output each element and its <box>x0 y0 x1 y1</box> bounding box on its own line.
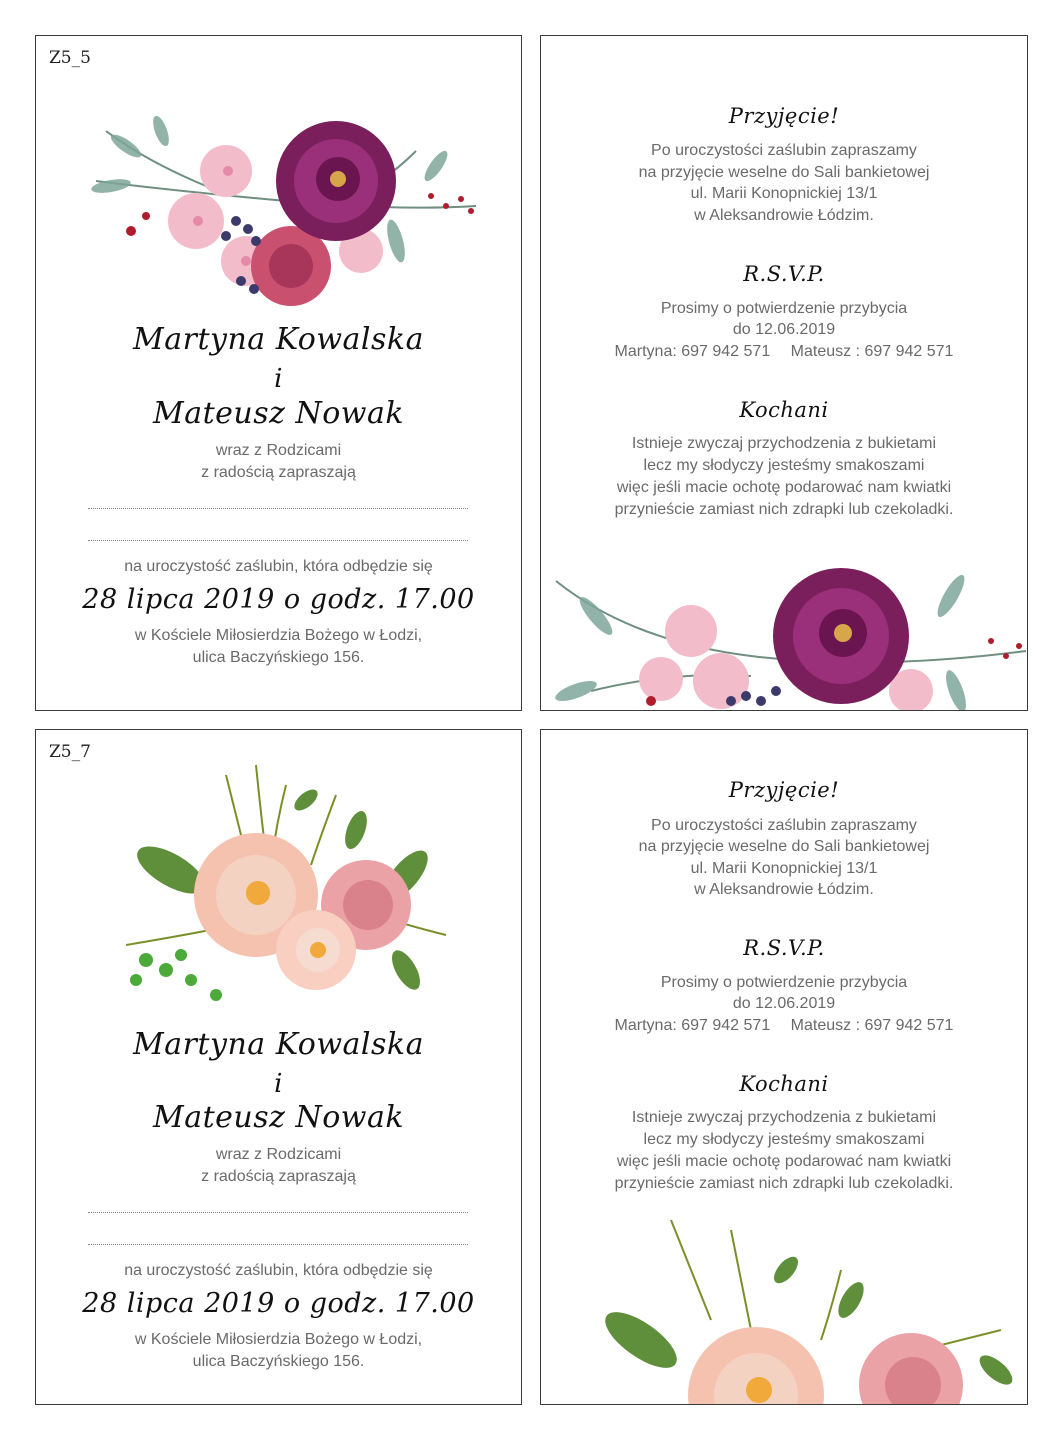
dear-line-1: Istnieje zwyczaj przychodzenia z bukietami <box>631 1109 937 1126</box>
with-parents-text: wraz z Rodzicami <box>215 442 342 459</box>
dear-line-4: przynieście zamiast nich zdrapki lub czekoladki. <box>614 501 954 518</box>
rsvp-line-2: do 12.06.2019 <box>732 321 836 338</box>
wedding-date: 28 lipca 2019 o godz. 17.00 <box>82 1288 475 1319</box>
reception-line-1: Po uroczystości zaślubin zapraszamy <box>651 142 917 159</box>
reception-line-3: ul. Marii Konopnickiej 13/1 <box>690 860 878 877</box>
bride-name: Martyna Kowalska <box>133 1027 424 1062</box>
dear-heading: Kochani <box>739 1072 829 1096</box>
groom-phone: Mateusz : 697 942 571 <box>790 343 954 360</box>
rsvp-line-2: do 12.06.2019 <box>732 995 836 1012</box>
rsvp-heading: R.S.V.P. <box>743 262 825 286</box>
rsvp-line-1: Prosimy o potwierdzenie przybycia <box>660 974 908 991</box>
rsvp-contacts <box>541 341 1027 363</box>
bride-phone: Martyna: 697 942 571 <box>614 343 771 360</box>
church-address-text: ulica Baczyńskiego 156. <box>192 1353 365 1370</box>
dear-line-4: przynieście zamiast nich zdrapki lub czekoladki. <box>614 1175 954 1192</box>
dear-line-3: więc jeśli macie ochotę podarować nam kwiatki <box>616 1153 952 1170</box>
reception-line-4: w Aleksandrowie Łódzim. <box>694 881 874 898</box>
invite-text: z radością zapraszają <box>201 464 356 481</box>
guest-name-line-1 <box>88 508 468 509</box>
peach-rose-border-illustration <box>601 1210 1021 1405</box>
dear-line-2: lecz my słodyczy jesteśmy smakoszami <box>643 457 925 474</box>
reception-line-4: w Aleksandrowie Łódzim. <box>694 207 874 224</box>
reception-line-2: na przyjęcie weselne do Sali bankietowej <box>638 164 930 181</box>
invitation-front-card-1 <box>35 35 522 711</box>
groom-phone: Mateusz : 697 942 571 <box>790 1017 954 1034</box>
guest-name-line-2 <box>88 540 468 541</box>
reception-line-3: ul. Marii Konopnickiej 13/1 <box>690 185 878 202</box>
peach-rose-bouquet-illustration <box>106 755 476 1005</box>
purple-peony-border-illustration <box>551 561 1028 711</box>
church-address-text: ulica Baczyńskiego 156. <box>192 649 365 666</box>
groom-name: Mateusz Nowak <box>152 1100 405 1135</box>
invitation-back-card-2 <box>540 729 1028 1405</box>
reception-heading: Przyjęcie! <box>728 778 840 802</box>
invitation-back-card-1 <box>540 35 1028 711</box>
purple-peony-bouquet-illustration <box>86 91 486 306</box>
reception-line-1: Po uroczystości zaślubin zapraszamy <box>651 817 917 834</box>
and-conjunction: i <box>274 1069 283 1099</box>
guest-name-line-2 <box>88 1244 468 1245</box>
rsvp-line-1: Prosimy o potwierdzenie przybycia <box>660 300 908 317</box>
bride-phone: Martyna: 697 942 571 <box>614 1017 771 1034</box>
ceremony-intro-text: na uroczystość zaślubin, która odbędzie się <box>124 1262 433 1279</box>
design-code: Z5_7 <box>49 742 91 762</box>
invite-text: z radością zapraszają <box>201 1168 356 1185</box>
and-conjunction: i <box>274 364 283 394</box>
bride-name: Martyna Kowalska <box>133 322 424 357</box>
dear-line-3: więc jeśli macie ochotę podarować nam kwiatki <box>616 479 952 496</box>
rsvp-heading: R.S.V.P. <box>743 936 825 960</box>
reception-line-2: na przyjęcie weselne do Sali bankietowej <box>638 838 930 855</box>
church-place-text: w Kościele Miłosierdzia Bożego w Łodzi, <box>134 1331 423 1348</box>
guest-name-line-1 <box>88 1212 468 1213</box>
dear-line-2: lecz my słodyczy jesteśmy smakoszami <box>643 1131 925 1148</box>
invitation-front-card-2 <box>35 729 522 1405</box>
ceremony-intro-text: na uroczystość zaślubin, która odbędzie się <box>124 558 433 575</box>
rsvp-contacts <box>541 1015 1027 1037</box>
groom-name: Mateusz Nowak <box>152 396 405 431</box>
dear-line-1: Istnieje zwyczaj przychodzenia z bukietami <box>631 435 937 452</box>
design-code: Z5_5 <box>49 48 91 68</box>
dear-heading: Kochani <box>739 398 829 422</box>
reception-heading: Przyjęcie! <box>728 104 840 128</box>
with-parents-text: wraz z Rodzicami <box>215 1146 342 1163</box>
church-place-text: w Kościele Miłosierdzia Bożego w Łodzi, <box>134 627 423 644</box>
wedding-date: 28 lipca 2019 o godz. 17.00 <box>82 584 475 615</box>
